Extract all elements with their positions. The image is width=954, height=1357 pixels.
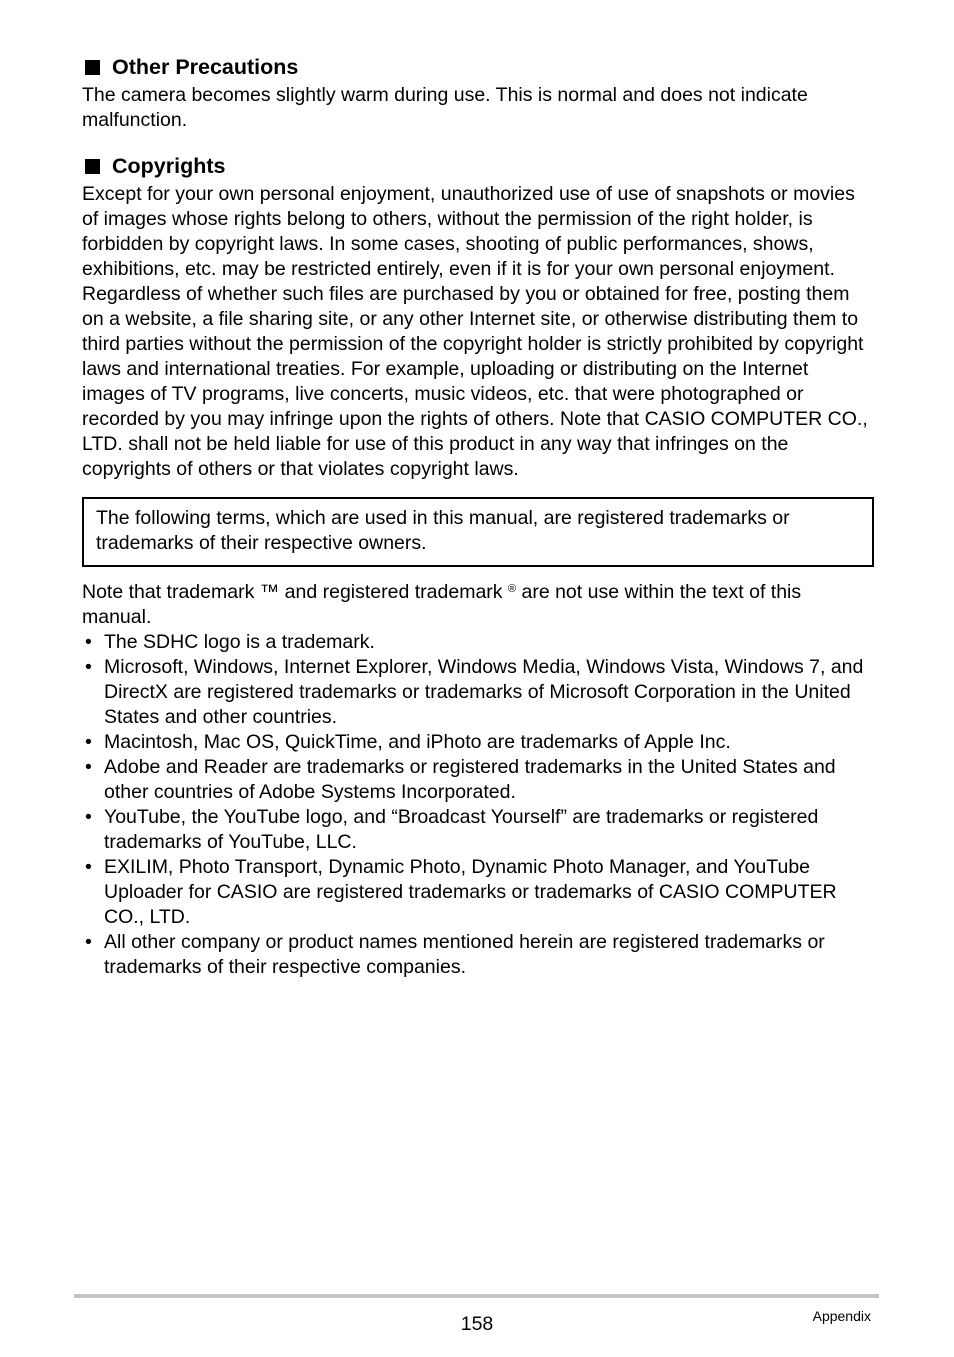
footer-divider [74, 1294, 879, 1298]
bullet-icon: • [85, 631, 92, 653]
trademark-notice-text: The following terms, which are used in this manual, are registered trademarks or trademarks of their respective owners. [96, 507, 790, 554]
trademark-notice-box [82, 497, 874, 567]
list-item [82, 655, 874, 730]
list-item-text: YouTube, the YouTube logo, and “Broadcast Yourself” are trademarks or registered trademarks of YouTube, LLC. [104, 806, 819, 853]
list-item-text: Adobe and Reader are trademarks or registered trademarks in the United States and other countries of Adobe Systems Incorporated. [104, 756, 836, 803]
bullet-icon: • [85, 931, 92, 953]
trademark-symbol: ™ [259, 581, 280, 603]
trademark-list [82, 630, 874, 980]
list-item-text: EXILIM, Photo Transport, Dynamic Photo, Dynamic Photo Manager, and YouTube Uploader for CASIO are registered trademarks or trademarks of CASIO COMPUTER CO., LTD. [104, 856, 837, 928]
list-item-text: All other company or product names mentioned herein are registered trademarks or trademarks of their respective companies. [104, 931, 825, 978]
section-heading [82, 52, 874, 82]
footer-section-label: Appendix [812, 1308, 871, 1324]
list-item [82, 730, 874, 755]
bullet-icon: • [85, 756, 92, 778]
page-content [82, 52, 874, 980]
note-text: Note that trademark [82, 581, 260, 603]
trademark-note [82, 577, 874, 630]
section-other-precautions [82, 52, 874, 133]
list-item-text: The SDHC logo is a trademark. [104, 631, 375, 653]
paragraph: The camera becomes slightly warm during use. This is normal and does not indicate malfunction. [82, 84, 808, 131]
bullet-icon: • [85, 806, 92, 828]
list-item [82, 930, 874, 980]
square-bullet-icon [85, 159, 100, 174]
heading-text: Other Precautions [112, 55, 299, 79]
section-copyrights [82, 151, 874, 482]
registered-symbol: ® [507, 583, 517, 595]
list-item [82, 855, 874, 930]
paragraph: Except for your own personal enjoyment, unauthorized use of use of snapshots or movies of images whose rights belong to others, without the permission of the right holder, is forbidden by copyright laws. In some cases, shooting of public performances, shows, exhibitions, etc. may be restricted entirely, even if it is for your own personal enjoyment. Regardless of whether such files are purchased by you or obtained for free, posting them on a website, a file sharing site, or any other Internet site, or otherwise distributing them to third parties without the permission of the copyright holder is strictly prohibited by copyright laws and international treaties. For example, uploading or distributing on the Internet images of TV programs, live concerts, music videos, etc. that were photographed or recorded by you may infringe upon the rights of others. Note that CASIO COMPUTER CO., LTD. shall not be held liable for use of this product in any way that infringes on the copyrights of others or that violates copyright laws. [82, 183, 868, 480]
note-text: and registered trademark [279, 581, 508, 603]
section-heading [82, 151, 874, 181]
bullet-icon: • [85, 731, 92, 753]
bullet-icon: • [85, 856, 92, 878]
list-item [82, 630, 874, 655]
square-bullet-icon [85, 60, 100, 75]
list-item-text: Macintosh, Mac OS, QuickTime, and iPhoto are trademarks of Apple Inc. [104, 731, 731, 753]
list-item [82, 805, 874, 855]
page-number: 158 [460, 1313, 494, 1335]
heading-text: Copyrights [112, 154, 226, 178]
note-text: are not use within the text of this manual. [82, 581, 802, 628]
list-item-text: Microsoft, Windows, Internet Explorer, Windows Media, Windows Vista, Windows 7, and DirectX are registered trademarks or trademarks of Microsoft Corporation in the United States and other countries. [104, 656, 864, 728]
bullet-icon: • [85, 656, 92, 678]
list-item [82, 755, 874, 805]
